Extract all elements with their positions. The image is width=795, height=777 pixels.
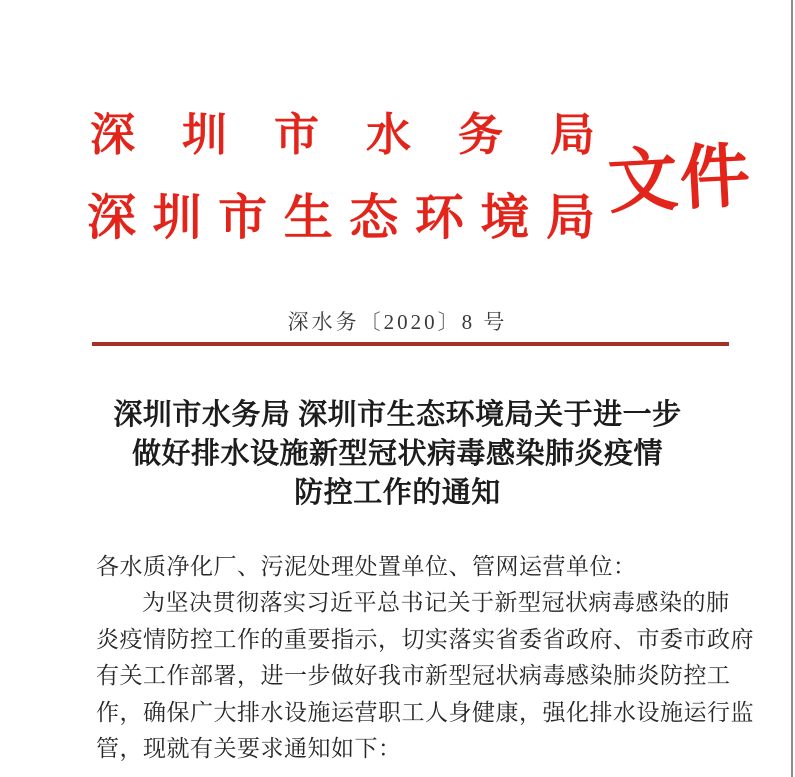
- letterhead-char: 态: [349, 190, 399, 245]
- letterhead-char: 局: [549, 110, 595, 160]
- red-divider-line: [92, 342, 729, 346]
- letterhead-agency-2: [87, 190, 595, 245]
- letterhead-char: 深: [90, 110, 136, 160]
- paragraph-line: 管，现就有关要求通知如下：: [96, 736, 402, 762]
- letterhead-char: 生: [283, 190, 333, 245]
- letterhead-char: 市: [218, 190, 268, 245]
- paragraph-line: 为坚决贯彻落实习近平总书记关于新型冠状病毒感染的肺: [142, 590, 730, 616]
- letterhead-char: 水: [365, 110, 411, 160]
- letterhead-char: 圳: [152, 190, 202, 245]
- document-title-line: 深圳市水务局 深圳市生态环境局关于进一步: [113, 399, 682, 431]
- letterhead-char: 环: [414, 190, 464, 245]
- document-body: [96, 549, 754, 767]
- letterhead-doc-type-label: 文件: [606, 138, 754, 223]
- scan-edge-line: [791, 0, 793, 777]
- salutation-line: 各水质净化厂、污泥处理处置单位、管网运营单位：: [96, 554, 637, 579]
- letterhead-char: 深: [87, 190, 137, 245]
- document-title: [0, 396, 795, 513]
- document-title-line: 防控工作的通知: [294, 477, 501, 509]
- letterhead-char: 境: [480, 190, 530, 245]
- letterhead-agency-1: [90, 110, 595, 160]
- document-title-line: 做好排水设施新型冠状病毒感染肺炎疫情: [131, 438, 663, 470]
- letterhead-char: 务: [457, 110, 503, 160]
- paragraph-line: 有关工作部署，进一步做好我市新型冠状病毒感染肺炎防控工: [96, 663, 731, 689]
- letterhead-char: 局: [545, 190, 595, 245]
- document-number: 深水务〔2020〕8 号: [287, 310, 508, 334]
- paragraph-line: 炎疫情防控工作的重要指示，切实落实省委省政府、市委市政府: [96, 626, 754, 652]
- letterhead-char: 市: [273, 110, 319, 160]
- letterhead-char: 圳: [181, 110, 227, 160]
- paragraph-line: 作，确保广大排水设施运营职工人身健康，强化排水设施运行监: [96, 699, 754, 725]
